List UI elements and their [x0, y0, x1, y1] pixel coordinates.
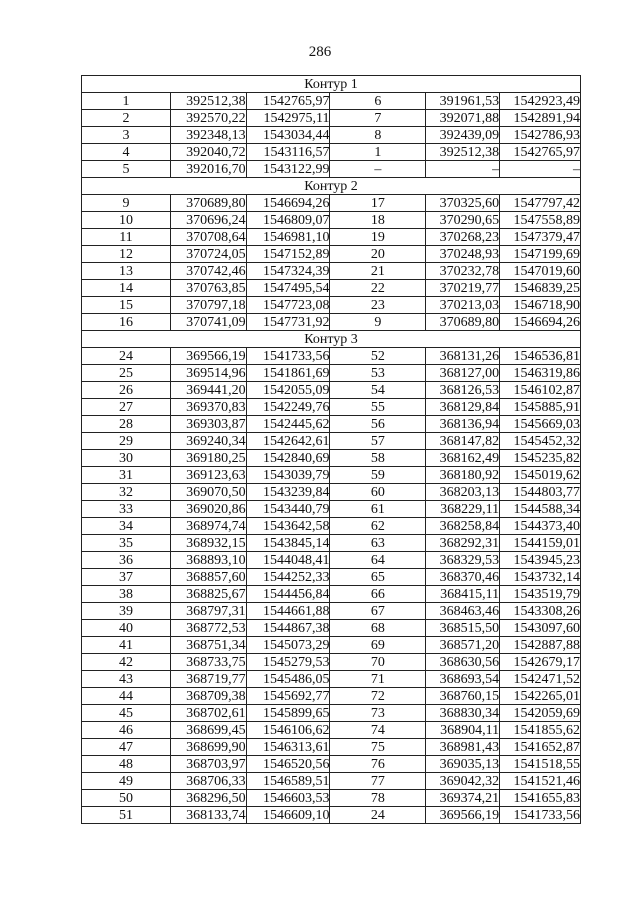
y-coordinate: 1542059,69	[500, 705, 581, 722]
y-coordinate: 1544803,77	[500, 484, 581, 501]
x-coordinate: 368797,31	[170, 603, 246, 620]
point-number: 4	[82, 144, 171, 161]
x-coordinate: 369035,13	[426, 756, 500, 773]
x-coordinate: 368830,34	[426, 705, 500, 722]
y-coordinate: 1542765,97	[246, 93, 330, 110]
y-coordinate: 1542642,61	[246, 433, 330, 450]
point-number: 16	[82, 314, 171, 331]
point-number: 76	[330, 756, 426, 773]
point-number: 20	[330, 246, 426, 263]
table-row	[82, 212, 581, 229]
table-row	[82, 382, 581, 399]
x-coordinate: 370763,85	[170, 280, 246, 297]
point-number: 5	[82, 161, 171, 178]
y-coordinate: 1547379,47	[500, 229, 581, 246]
x-coordinate: 370741,09	[170, 314, 246, 331]
coordinates-table-body	[82, 76, 581, 824]
y-coordinate: 1547324,39	[246, 263, 330, 280]
y-coordinate: 1546102,87	[500, 382, 581, 399]
point-number: 29	[82, 433, 171, 450]
x-coordinate: 392439,09	[426, 127, 500, 144]
x-coordinate: 370219,77	[426, 280, 500, 297]
x-coordinate: 368857,60	[170, 569, 246, 586]
point-number: 28	[82, 416, 171, 433]
point-number: 56	[330, 416, 426, 433]
y-coordinate: 1544588,34	[500, 501, 581, 518]
point-number: 37	[82, 569, 171, 586]
table-row	[82, 365, 581, 382]
x-coordinate: 368131,26	[426, 348, 500, 365]
x-coordinate: 370696,24	[170, 212, 246, 229]
y-coordinate: 1546319,86	[500, 365, 581, 382]
x-coordinate: 368703,97	[170, 756, 246, 773]
x-coordinate: 392071,88	[426, 110, 500, 127]
table-row	[82, 688, 581, 705]
y-coordinate: 1543039,79	[246, 467, 330, 484]
x-coordinate: 369240,34	[170, 433, 246, 450]
point-number: 48	[82, 756, 171, 773]
table-row	[82, 450, 581, 467]
y-coordinate: 1546106,62	[246, 722, 330, 739]
y-coordinate: 1546609,10	[246, 807, 330, 824]
point-number: 25	[82, 365, 171, 382]
y-coordinate: 1542265,01	[500, 688, 581, 705]
x-coordinate: 368133,74	[170, 807, 246, 824]
y-coordinate: 1546981,10	[246, 229, 330, 246]
x-coordinate: 368329,53	[426, 552, 500, 569]
coordinates-table	[81, 75, 581, 824]
point-number: 51	[82, 807, 171, 824]
table-row	[82, 807, 581, 824]
x-coordinate: –	[426, 161, 500, 178]
point-number: 58	[330, 450, 426, 467]
point-number: 50	[82, 790, 171, 807]
y-coordinate: 1544456,84	[246, 586, 330, 603]
point-number: 34	[82, 518, 171, 535]
x-coordinate: 369070,50	[170, 484, 246, 501]
x-coordinate: 368370,46	[426, 569, 500, 586]
x-coordinate: 369441,20	[170, 382, 246, 399]
x-coordinate: 368463,46	[426, 603, 500, 620]
x-coordinate: 368515,50	[426, 620, 500, 637]
table-row	[82, 110, 581, 127]
contour-title: Контур 2	[82, 178, 581, 195]
table-row	[82, 756, 581, 773]
point-number: 23	[330, 297, 426, 314]
x-coordinate: 370248,93	[426, 246, 500, 263]
point-number: 47	[82, 739, 171, 756]
y-coordinate: 1543440,79	[246, 501, 330, 518]
point-number: 65	[330, 569, 426, 586]
point-number: 17	[330, 195, 426, 212]
y-coordinate: 1543732,14	[500, 569, 581, 586]
table-row	[82, 739, 581, 756]
y-coordinate: 1543642,58	[246, 518, 330, 535]
x-coordinate: 391961,53	[426, 93, 500, 110]
point-number: 62	[330, 518, 426, 535]
table-row	[82, 297, 581, 314]
y-coordinate: 1543097,60	[500, 620, 581, 637]
x-coordinate: 369514,96	[170, 365, 246, 382]
x-coordinate: 369042,32	[426, 773, 500, 790]
y-coordinate: 1544867,38	[246, 620, 330, 637]
x-coordinate: 368981,43	[426, 739, 500, 756]
x-coordinate: 368733,75	[170, 654, 246, 671]
point-number: 35	[82, 535, 171, 552]
contour-title: Контур 3	[82, 331, 581, 348]
x-coordinate: 392570,22	[170, 110, 246, 127]
point-number: 55	[330, 399, 426, 416]
point-number: 60	[330, 484, 426, 501]
table-row	[82, 263, 581, 280]
table-row	[82, 620, 581, 637]
y-coordinate: 1541518,55	[500, 756, 581, 773]
x-coordinate: 392512,38	[170, 93, 246, 110]
x-coordinate: 369303,87	[170, 416, 246, 433]
table-row	[82, 348, 581, 365]
y-coordinate: 1543239,84	[246, 484, 330, 501]
y-coordinate: 1542887,88	[500, 637, 581, 654]
y-coordinate: 1547731,92	[246, 314, 330, 331]
x-coordinate: 369566,19	[170, 348, 246, 365]
table-row	[82, 416, 581, 433]
point-number: 6	[330, 93, 426, 110]
point-number: 30	[82, 450, 171, 467]
y-coordinate: 1543308,26	[500, 603, 581, 620]
x-coordinate: 368258,84	[426, 518, 500, 535]
point-number: 2	[82, 110, 171, 127]
x-coordinate: 369123,63	[170, 467, 246, 484]
x-coordinate: 368760,15	[426, 688, 500, 705]
table-row	[82, 195, 581, 212]
y-coordinate: 1544373,40	[500, 518, 581, 535]
point-number: 22	[330, 280, 426, 297]
x-coordinate: 370724,05	[170, 246, 246, 263]
contour-header-row	[82, 331, 581, 348]
x-coordinate: 368974,74	[170, 518, 246, 535]
point-number: 9	[330, 314, 426, 331]
point-number: 66	[330, 586, 426, 603]
x-coordinate: 370232,78	[426, 263, 500, 280]
y-coordinate: 1544159,01	[500, 535, 581, 552]
table-row	[82, 467, 581, 484]
x-coordinate: 368129,84	[426, 399, 500, 416]
y-coordinate: 1541855,62	[500, 722, 581, 739]
table-row	[82, 722, 581, 739]
point-number: 11	[82, 229, 171, 246]
point-number: 45	[82, 705, 171, 722]
y-coordinate: 1546809,07	[246, 212, 330, 229]
point-number: 69	[330, 637, 426, 654]
x-coordinate: 369374,21	[426, 790, 500, 807]
y-coordinate: 1545235,82	[500, 450, 581, 467]
y-coordinate: 1541733,56	[246, 348, 330, 365]
table-row	[82, 671, 581, 688]
y-coordinate: 1546603,53	[246, 790, 330, 807]
y-coordinate: 1544252,33	[246, 569, 330, 586]
table-row	[82, 433, 581, 450]
y-coordinate: 1547723,08	[246, 297, 330, 314]
y-coordinate: 1543945,23	[500, 552, 581, 569]
table-row	[82, 229, 581, 246]
y-coordinate: 1547152,89	[246, 246, 330, 263]
y-coordinate: 1545899,65	[246, 705, 330, 722]
point-number: 57	[330, 433, 426, 450]
point-number: 36	[82, 552, 171, 569]
table-row	[82, 161, 581, 178]
x-coordinate: 392040,72	[170, 144, 246, 161]
x-coordinate: 368136,94	[426, 416, 500, 433]
x-coordinate: 392348,13	[170, 127, 246, 144]
y-coordinate: 1546694,26	[246, 195, 330, 212]
point-number: 72	[330, 688, 426, 705]
y-coordinate: 1546694,26	[500, 314, 581, 331]
y-coordinate: 1542679,17	[500, 654, 581, 671]
point-number: 33	[82, 501, 171, 518]
point-number: 27	[82, 399, 171, 416]
x-coordinate: 368932,15	[170, 535, 246, 552]
x-coordinate: 368203,13	[426, 484, 500, 501]
x-coordinate: 368702,61	[170, 705, 246, 722]
table-row	[82, 144, 581, 161]
y-coordinate: 1541655,83	[500, 790, 581, 807]
point-number: 24	[330, 807, 426, 824]
y-coordinate: 1543034,44	[246, 127, 330, 144]
y-coordinate: 1547019,60	[500, 263, 581, 280]
point-number: 61	[330, 501, 426, 518]
table-row	[82, 246, 581, 263]
table-row	[82, 586, 581, 603]
y-coordinate: 1547495,54	[246, 280, 330, 297]
y-coordinate: 1542055,09	[246, 382, 330, 399]
y-coordinate: 1545486,05	[246, 671, 330, 688]
y-coordinate: 1542249,76	[246, 399, 330, 416]
x-coordinate: 368571,20	[426, 637, 500, 654]
x-coordinate: 368296,50	[170, 790, 246, 807]
point-number: 19	[330, 229, 426, 246]
y-coordinate: 1544661,88	[246, 603, 330, 620]
y-coordinate: 1542445,62	[246, 416, 330, 433]
x-coordinate: 392512,38	[426, 144, 500, 161]
point-number: 43	[82, 671, 171, 688]
y-coordinate: 1543519,79	[500, 586, 581, 603]
point-number: 18	[330, 212, 426, 229]
x-coordinate: 368127,00	[426, 365, 500, 382]
point-number: 67	[330, 603, 426, 620]
x-coordinate: 368706,33	[170, 773, 246, 790]
y-coordinate: 1545452,32	[500, 433, 581, 450]
point-number: 3	[82, 127, 171, 144]
y-coordinate: 1545669,03	[500, 416, 581, 433]
point-number: 78	[330, 790, 426, 807]
y-coordinate: 1541861,69	[246, 365, 330, 382]
table-row	[82, 569, 581, 586]
x-coordinate: 368825,67	[170, 586, 246, 603]
x-coordinate: 370797,18	[170, 297, 246, 314]
point-number: 32	[82, 484, 171, 501]
x-coordinate: 368147,82	[426, 433, 500, 450]
point-number: 54	[330, 382, 426, 399]
x-coordinate: 369370,83	[170, 399, 246, 416]
table-row	[82, 535, 581, 552]
y-coordinate: 1541652,87	[500, 739, 581, 756]
point-number: 39	[82, 603, 171, 620]
point-number: 12	[82, 246, 171, 263]
point-number: 9	[82, 195, 171, 212]
y-coordinate: 1547797,42	[500, 195, 581, 212]
y-coordinate: 1541521,46	[500, 773, 581, 790]
point-number: 70	[330, 654, 426, 671]
x-coordinate: 368772,53	[170, 620, 246, 637]
x-coordinate: 370708,64	[170, 229, 246, 246]
point-number: 74	[330, 722, 426, 739]
point-number: 52	[330, 348, 426, 365]
y-coordinate: 1546718,90	[500, 297, 581, 314]
y-coordinate: 1547558,89	[500, 212, 581, 229]
y-coordinate: 1543122,99	[246, 161, 330, 178]
table-row	[82, 399, 581, 416]
page-number: 286	[308, 44, 332, 60]
point-number: 49	[82, 773, 171, 790]
point-number: 7	[330, 110, 426, 127]
point-number: 24	[82, 348, 171, 365]
contour-title: Контур 1	[82, 76, 581, 93]
point-number: 1	[82, 93, 171, 110]
point-number: 59	[330, 467, 426, 484]
point-number: 63	[330, 535, 426, 552]
point-number: 21	[330, 263, 426, 280]
contour-header-row	[82, 178, 581, 195]
y-coordinate: 1546520,56	[246, 756, 330, 773]
point-number: 71	[330, 671, 426, 688]
point-number: 26	[82, 382, 171, 399]
table-row	[82, 790, 581, 807]
y-coordinate: 1541733,56	[500, 807, 581, 824]
table-row	[82, 773, 581, 790]
point-number: 10	[82, 212, 171, 229]
point-number: 44	[82, 688, 171, 705]
x-coordinate: 369180,25	[170, 450, 246, 467]
table-row	[82, 552, 581, 569]
x-coordinate: 368229,11	[426, 501, 500, 518]
x-coordinate: 368904,11	[426, 722, 500, 739]
table-row	[82, 314, 581, 331]
point-number: 64	[330, 552, 426, 569]
y-coordinate: 1542975,11	[246, 110, 330, 127]
point-number: 41	[82, 637, 171, 654]
y-coordinate: 1545279,53	[246, 654, 330, 671]
point-number: 68	[330, 620, 426, 637]
point-number: 13	[82, 263, 171, 280]
y-coordinate: 1545073,29	[246, 637, 330, 654]
point-number: 75	[330, 739, 426, 756]
x-coordinate: 370689,80	[426, 314, 500, 331]
contour-header-row	[82, 76, 581, 93]
y-coordinate: 1544048,41	[246, 552, 330, 569]
y-coordinate: 1546839,25	[500, 280, 581, 297]
point-number: 42	[82, 654, 171, 671]
x-coordinate: 370213,03	[426, 297, 500, 314]
x-coordinate: 368292,31	[426, 535, 500, 552]
y-coordinate: 1546313,61	[246, 739, 330, 756]
x-coordinate: 370742,46	[170, 263, 246, 280]
table-row	[82, 280, 581, 297]
x-coordinate: 369020,86	[170, 501, 246, 518]
y-coordinate: 1542471,52	[500, 671, 581, 688]
table-row	[82, 603, 581, 620]
y-coordinate: 1542786,93	[500, 127, 581, 144]
x-coordinate: 392016,70	[170, 161, 246, 178]
x-coordinate: 368709,38	[170, 688, 246, 705]
point-number: 73	[330, 705, 426, 722]
x-coordinate: 368693,54	[426, 671, 500, 688]
point-number: 53	[330, 365, 426, 382]
table-row	[82, 637, 581, 654]
y-coordinate: 1542840,69	[246, 450, 330, 467]
x-coordinate: 370325,60	[426, 195, 500, 212]
y-coordinate: 1546536,81	[500, 348, 581, 365]
y-coordinate: 1542765,97	[500, 144, 581, 161]
table-row	[82, 93, 581, 110]
x-coordinate: 368699,90	[170, 739, 246, 756]
y-coordinate: 1546589,51	[246, 773, 330, 790]
x-coordinate: 368126,53	[426, 382, 500, 399]
point-number: 1	[330, 144, 426, 161]
y-coordinate: 1545019,62	[500, 467, 581, 484]
point-number: 14	[82, 280, 171, 297]
table-row	[82, 127, 581, 144]
y-coordinate: 1545885,91	[500, 399, 581, 416]
y-coordinate: –	[500, 161, 581, 178]
table-row	[82, 501, 581, 518]
table-row	[82, 654, 581, 671]
x-coordinate: 370268,23	[426, 229, 500, 246]
point-number: 40	[82, 620, 171, 637]
x-coordinate: 368719,77	[170, 671, 246, 688]
table-row	[82, 705, 581, 722]
y-coordinate: 1543845,14	[246, 535, 330, 552]
point-number: 8	[330, 127, 426, 144]
point-number: –	[330, 161, 426, 178]
point-number: 15	[82, 297, 171, 314]
point-number: 38	[82, 586, 171, 603]
x-coordinate: 368699,45	[170, 722, 246, 739]
point-number: 31	[82, 467, 171, 484]
x-coordinate: 368630,56	[426, 654, 500, 671]
x-coordinate: 368162,49	[426, 450, 500, 467]
x-coordinate: 370290,65	[426, 212, 500, 229]
table-row	[82, 484, 581, 501]
x-coordinate: 368180,92	[426, 467, 500, 484]
y-coordinate: 1543116,57	[246, 144, 330, 161]
point-number: 77	[330, 773, 426, 790]
x-coordinate: 368415,11	[426, 586, 500, 603]
y-coordinate: 1542923,49	[500, 93, 581, 110]
x-coordinate: 370689,80	[170, 195, 246, 212]
table-row	[82, 518, 581, 535]
x-coordinate: 368893,10	[170, 552, 246, 569]
x-coordinate: 368751,34	[170, 637, 246, 654]
y-coordinate: 1542891,94	[500, 110, 581, 127]
y-coordinate: 1545692,77	[246, 688, 330, 705]
point-number: 46	[82, 722, 171, 739]
x-coordinate: 369566,19	[426, 807, 500, 824]
y-coordinate: 1547199,69	[500, 246, 581, 263]
